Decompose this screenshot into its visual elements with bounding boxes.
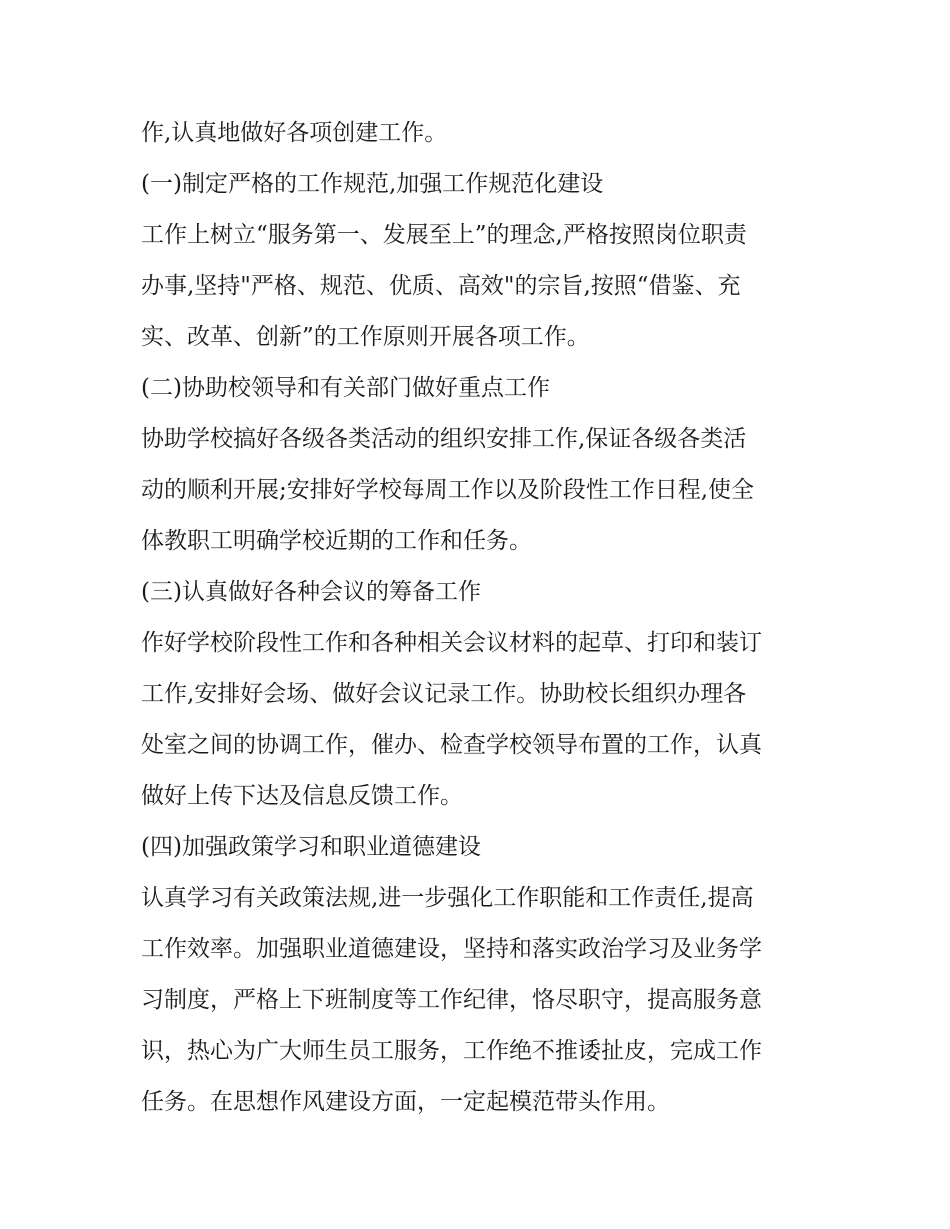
section-2-line-1: 协助学校搞好各级各类活动的组织安排工作,保证各级各类活 <box>141 426 747 452</box>
section-3-line-3: 处室之间的协调工作，催办、检查学校领导布置的工作，认真 <box>141 732 762 758</box>
section-1-line-2: 办事,坚持"严格、规范、优质、高效"的宗旨,按照“借鉴、充 <box>141 273 741 299</box>
section-4-line-4: 识，热心为广大师生员工服务，工作绝不推诿扯皮，完成工作 <box>141 1038 762 1064</box>
section-4-line-2: 工作效率。加强职业道德建设，坚持和落实政治学习及业务学 <box>141 936 762 962</box>
section-2-line-2: 动的顺利开展;安排好学校每周工作以及阶段性工作日程,使全 <box>141 477 755 503</box>
section-1-line-3: 实、改革、创新”的工作原则开展各项工作。 <box>141 324 590 350</box>
section-heading-2: (二)协助校领导和有关部门做好重点工作 <box>141 375 550 401</box>
section-3-line-2: 工作,安排好会场、做好会议记录工作。协助校长组织办理各 <box>141 681 747 707</box>
section-3-line-4: 做好上传下达及信息反馈工作。 <box>141 783 463 809</box>
section-heading-3: (三)认真做好各种会议的筹备工作 <box>141 579 481 605</box>
section-4-line-5: 任务。在思想作风建设方面，一定起模范带头作用。 <box>141 1089 670 1115</box>
section-4-line-3: 习制度，严格上下班制度等工作纪律，恪尽职守，提高服务意 <box>141 987 762 1013</box>
section-1-line-1: 工作上树立“服务第一、发展至上”的理念,严格按照岗位职责 <box>141 222 747 248</box>
body-line-continuation: 作,认真地做好各项创建工作。 <box>141 120 448 146</box>
section-3-line-1: 作好学校阶段性工作和各种相关会议材料的起草、打印和装订 <box>141 630 762 656</box>
document-body <box>141 108 821 1128</box>
section-4-line-1: 认真学习有关政策法规,进一步强化工作职能和工作责任,提高 <box>141 885 754 911</box>
section-heading-1: (一)制定严格的工作规范,加强工作规范化建设 <box>141 171 604 197</box>
section-2-line-3: 体教职工明确学校近期的工作和任务。 <box>141 528 532 554</box>
section-heading-4: (四)加强政策学习和职业道德建设 <box>141 834 481 860</box>
